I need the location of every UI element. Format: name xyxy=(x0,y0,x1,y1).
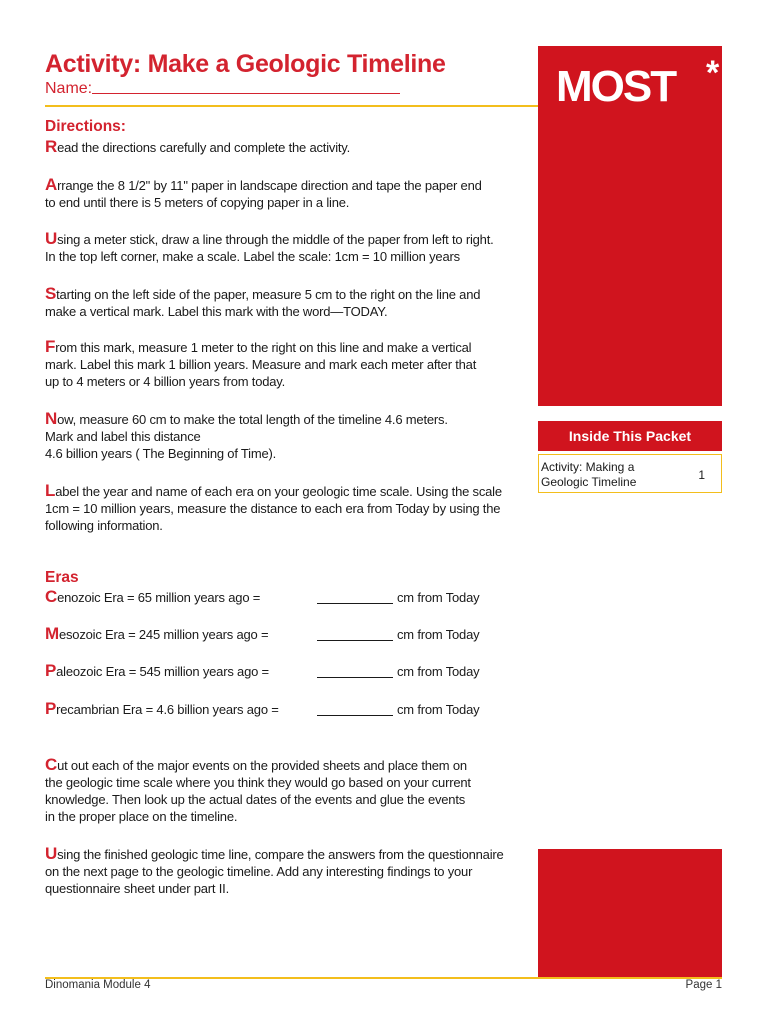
closing-step: Cut out each of the major events on the provided sheets and place them on the geologic time scale where you think they would go based on your current knowledge. Then look up the actual dates of the events and glue the events in the proper place on the timeline. xyxy=(45,755,471,824)
answer-blank xyxy=(317,677,393,678)
drop-cap: F xyxy=(45,337,56,356)
era-row: Cenozoic Era = 65 million years ago = cm from Today xyxy=(45,587,480,606)
drop-cap: L xyxy=(45,481,56,500)
drop-cap: A xyxy=(45,175,58,194)
direction-step: Starting on the left side of the paper, measure 5 cm to the right on the line and make a vertical mark. Label this mark with the word—TODAY. xyxy=(45,284,481,319)
drop-cap: U xyxy=(45,229,58,248)
packet-title: Inside This Packet xyxy=(538,421,722,451)
eras-heading: Eras xyxy=(45,569,79,586)
sidebar-bottom-block xyxy=(538,849,722,977)
direction-step: From this mark, measure 1 meter to the right on this line and make a vertical mark. Label this mark 1 billion years. Measure and mark each meter after that up to 4 meters or 4 billion years from today. xyxy=(45,337,477,389)
answer-blank xyxy=(317,640,393,641)
footer-page-number: Page 1 xyxy=(685,979,722,991)
direction-step: Label the year and name of each era on your geologic time scale. Using the scale 1cm = 10 million years, measure the distance to each era from Today by using the following information. xyxy=(45,481,502,533)
direction-step: Arrange the 8 1/2" by 11" paper in landscape direction and tape the paper end to end until there is 5 meters of copying paper in a line. xyxy=(45,175,482,210)
answer-blank xyxy=(317,603,393,604)
most-logo xyxy=(556,54,718,112)
drop-cap: P xyxy=(45,699,57,718)
answer-blank xyxy=(317,715,393,716)
drop-cap: C xyxy=(45,587,58,606)
name-field xyxy=(45,79,400,98)
drop-cap: C xyxy=(45,755,58,774)
direction-step: Read the directions carefully and complete the activity. xyxy=(45,137,351,156)
packet-contents xyxy=(538,454,722,493)
page-title: Activity: Make a Geologic Timeline xyxy=(45,50,446,78)
drop-cap: S xyxy=(45,284,57,303)
drop-cap: N xyxy=(45,409,58,428)
packet-item-label: Activity: Making a Geologic Timeline xyxy=(541,460,637,489)
name-blank-line xyxy=(92,79,400,94)
drop-cap: M xyxy=(45,624,59,643)
name-label: Name: xyxy=(45,80,93,97)
logo-text: MOST xyxy=(556,62,676,111)
closing-step: Using the finished geologic time line, compare the answers from the questionnaire on the next page to the geologic timeline. Add any interesting findings to your questionnaire sheet under part II. xyxy=(45,844,504,896)
era-row: Paleozoic Era = 545 million years ago = cm from Today xyxy=(45,661,480,680)
directions-heading: Directions: xyxy=(45,118,126,135)
drop-cap: U xyxy=(45,844,58,863)
era-row: Precambrian Era = 4.6 billion years ago = cm from Today xyxy=(45,699,480,718)
direction-step: Now, measure 60 cm to make the total length of the timeline 4.6 meters. Mark and label this distance 4.6 billion years ( The Beginning of Time). xyxy=(45,409,448,461)
packet-item-page: 1 xyxy=(698,468,705,482)
logo-asterisk-icon: * xyxy=(706,54,718,92)
sidebar-banner xyxy=(538,46,722,406)
footer-module: Dinomania Module 4 xyxy=(45,979,151,991)
direction-step: Using a meter stick, draw a line through the middle of the paper from left to right. In the top left corner, make a scale. Label the scale: 1cm = 10 million years xyxy=(45,229,494,264)
drop-cap: R xyxy=(45,137,58,156)
era-row: Mesozoic Era = 245 million years ago = cm from Today xyxy=(45,624,480,643)
drop-cap: P xyxy=(45,661,57,680)
